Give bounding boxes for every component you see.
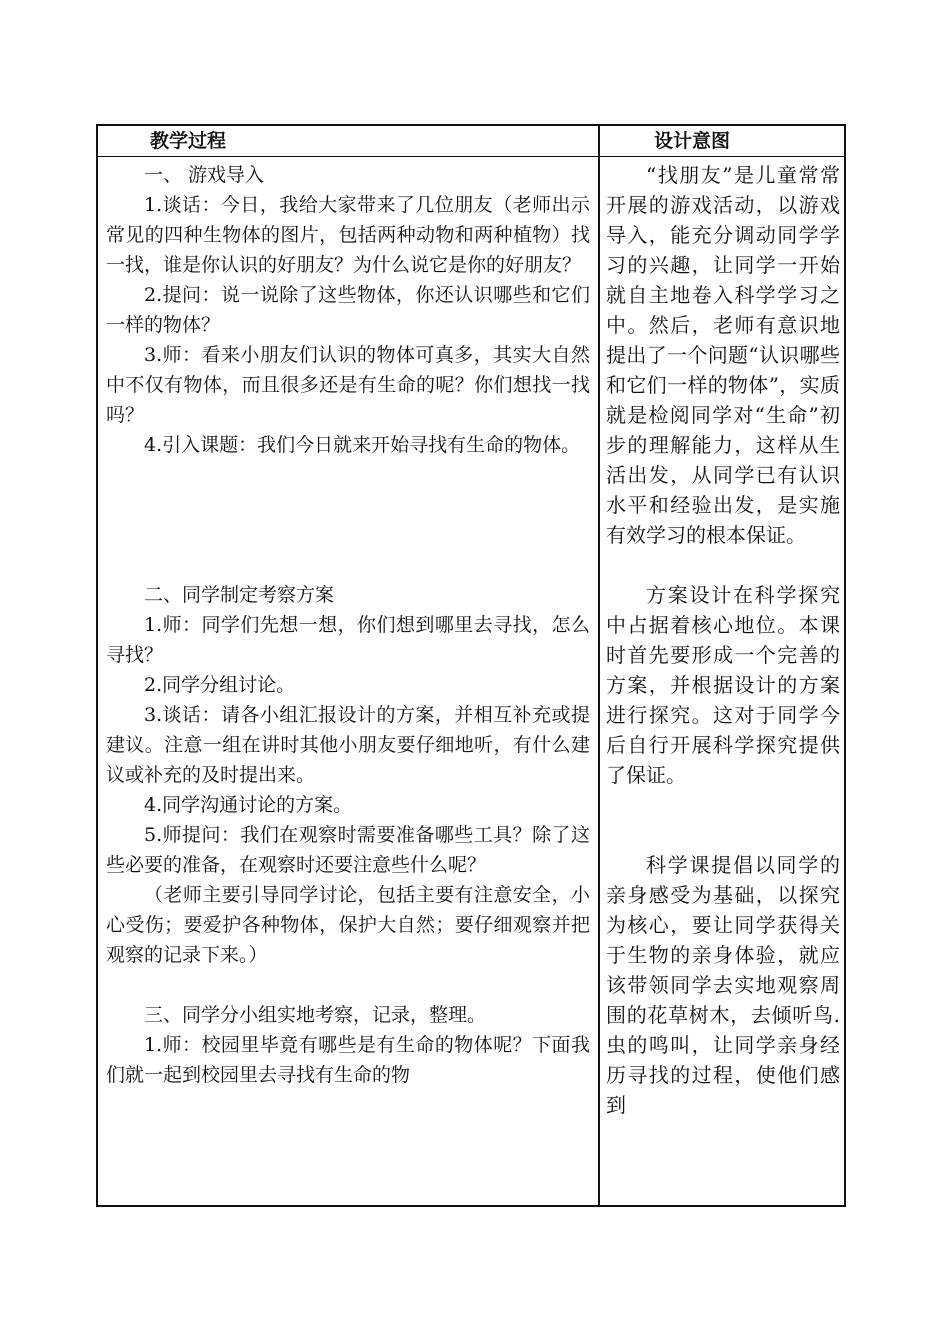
section-1-para-1: 1.谈话：今日，我给大家带来了几位朋友（老师出示常见的四种生物体的图片，包括两种动物和两种植物）找一找，谁是你认识的好朋友？为什么说它是你的好朋友？	[106, 194, 590, 276]
header-design-intent: 设计意图	[654, 130, 731, 152]
teaching-process-column	[106, 160, 590, 1090]
section-1-para-2: 2.提问：说一说除了这些物体，你还认识哪些和它们一样的物体？	[106, 284, 590, 336]
design-intent-column	[606, 160, 840, 1120]
section-2-para-3: 3.谈话：请各小组汇报设计的方案，并相互补充或提建议。注意一组在讲时其他小朋友要仔细地听，有什么建议或补充的及时提出来。	[106, 704, 590, 786]
spacer	[606, 820, 840, 850]
intent-para-1: “找朋友”是儿童常常开展的游戏活动，以游戏导入，能充分调动同学学习的兴趣，让同学一开始就自主地卷入科学学习之中。然后，老师有意识地提出了一个问题“认识哪些和它们一样的物体”，实质就是检阅同学对“生命”初步的理解能力，这样从生活出发，从同学已有认识水平和经验出发，是实施有效学习的根本保证。	[606, 163, 840, 547]
spacer	[106, 460, 590, 490]
section-2-para-5: 5.师提问：我们在观察时需要准备哪些工具？除了这些必要的准备，在观察时还要注意些什么呢？	[106, 824, 590, 876]
header-teaching-process: 教学过程	[150, 130, 227, 152]
intent-para-3: 科学课提倡以同学的亲身感受为基础，以探究为核心，要让同学获得关于生物的亲身体验，就应该带领同学去实地观察周围的花草树木，去倾听鸟.虫的鸣叫，让同学亲身经历寻找的过程，使他们感到	[606, 853, 840, 1117]
spacer	[606, 790, 840, 820]
spacer	[606, 550, 840, 580]
section-1-para-3: 3.师：看来小朋友们认识的物体可真多，其实大自然中不仅有物体，而且很多还是有生命的呢？你们想找一找吗？	[106, 344, 590, 426]
spacer	[106, 550, 590, 580]
section-2-para-2: 2.同学分组讨论。	[144, 674, 296, 696]
section-1-para-4: 4.引入课题：我们今日就来开始寻找有生命的物体。	[144, 434, 581, 456]
section-2-para-1: 1.师：同学们先想一想，你们想到哪里去寻找，怎么寻找？	[106, 614, 590, 666]
section-2-para-6: （老师主要引导同学讨论，包括主要有注意安全，小心受伤；要爱护各种物体，保护大自然；要仔细观察并把观察的记录下来。）	[106, 884, 590, 966]
section-2-para-4: 4.同学沟通讨论的方案。	[144, 794, 353, 816]
section-3-para-1: 1.师：校园里毕竟有哪些是有生命的物体呢？下面我们就一起到校园里去寻找有生命的物	[106, 1034, 590, 1086]
intent-para-2: 方案设计在科学探究中占据着核心地位。本课时首先要形成一个完善的方案，并根据设计的方案进行探究。这对于同学今后自行开展科学探究提供了保证。	[606, 583, 840, 787]
spacer	[106, 520, 590, 550]
spacer	[106, 490, 590, 520]
section-2-title: 二、同学制定考察方案	[144, 584, 335, 606]
spacer	[106, 970, 590, 1000]
header-divider	[98, 156, 844, 157]
section-3-title: 三、同学分小组实地考察，记录，整理。	[144, 1004, 487, 1026]
lesson-table	[96, 124, 846, 1207]
section-1-title: 一、 游戏导入	[144, 164, 265, 186]
column-divider	[598, 126, 600, 1205]
